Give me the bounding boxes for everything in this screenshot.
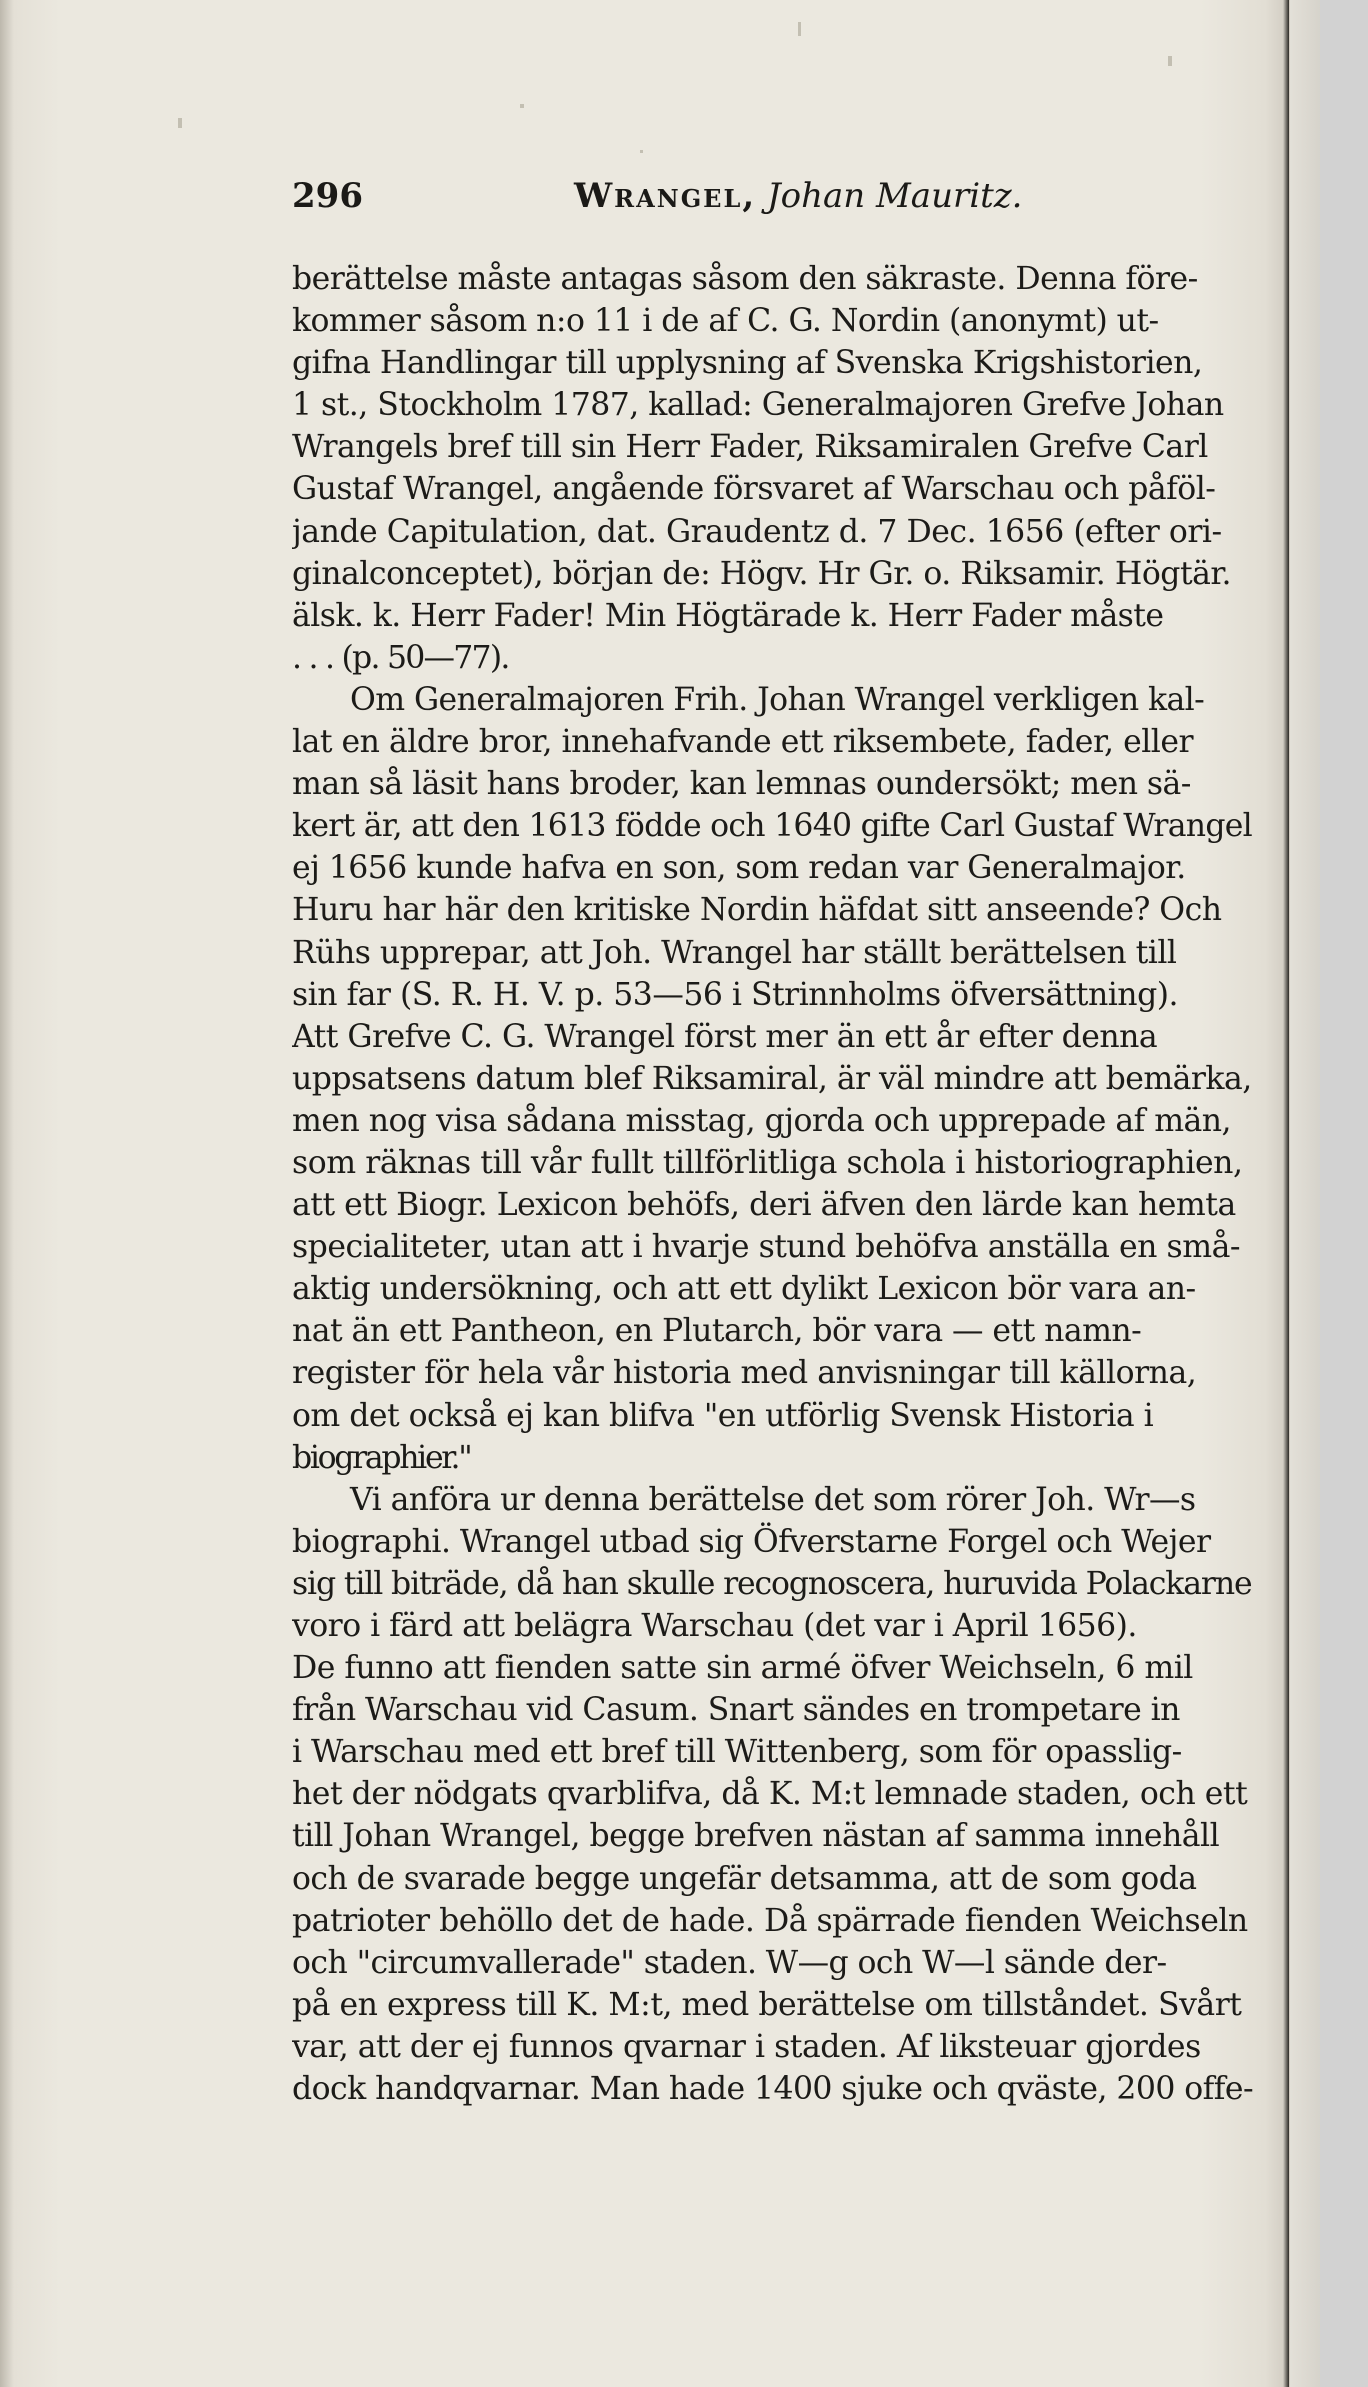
text-line: gifna Handlingar till upplysning af Svenska Krigshistorien,: [292, 345, 1203, 382]
scan-margin: [1290, 0, 1368, 2387]
text-line: att ett Biogr. Lexicon behöfs, deri äfven den lärde kan hemta: [292, 1187, 1236, 1224]
running-title-surname: Wrangel,: [574, 176, 757, 216]
text-line: nat än ett Pantheon, en Plutarch, bör vara — ett namn-: [292, 1313, 1142, 1350]
text-line: lat en äldre bror, innehafvande ett riksembete, fader, eller: [292, 724, 1194, 761]
running-head: [292, 176, 1072, 220]
running-title: [574, 176, 1022, 216]
text-line: voro i färd att belägra Warschau (det var i April 1656).: [292, 1608, 1137, 1644]
text-line: biographi. Wrangel utbad sig Öfverstarne Forgel och Wejer: [292, 1523, 1211, 1560]
text-line: het der nödgats qvarblifva, då K. M:t lemnade staden, och ett: [292, 1776, 1248, 1813]
text-line: ginalconceptet), början de: Högv. Hr Gr. o. Riksamir. Högtär.: [292, 555, 1232, 592]
text-line: ej 1656 kunde hafva en son, som redan var Generalmajor.: [292, 850, 1186, 887]
text-line: kert är, att den 1613 födde och 1640 gifte Carl Gustaf Wrangel: [292, 808, 1252, 845]
scan-speck: [1168, 56, 1172, 66]
text-line: specialiteter, utan att i hvarje stund behöfva anställa en små-: [292, 1229, 1241, 1266]
page-edge-shadow: [1283, 0, 1289, 2387]
running-title-given-names: Johan Mauritz.: [767, 176, 1023, 216]
scan-speck: [178, 118, 182, 128]
text-line: var, att der ej funnos qvarnar i staden. Af liksteuar gjordes: [292, 2028, 1201, 2065]
scan-speck: [520, 104, 524, 108]
scan-speck: [798, 22, 801, 36]
page-number: 296: [292, 176, 363, 216]
text-line: i Warschau med ett bref till Wittenberg, som för opasslig-: [292, 1734, 1182, 1771]
text-line: som räknas till vår fullt tillförlitliga schola i historiographien,: [292, 1144, 1243, 1181]
text-line: . . . (p. 50—77).: [292, 639, 509, 676]
text-line: men nog visa sådana misstag, gjorda och upprepade af män,: [292, 1102, 1232, 1139]
text-line: man så läsit hans broder, kan lemnas oundersökt; men sä-: [292, 766, 1191, 803]
text-line: sig till biträde, då han skulle recognoscera, huruvida Polackarne: [292, 1565, 1252, 1602]
text-line: och "circumvallerade" staden. W—g och W—l sände der-: [292, 1944, 1167, 1981]
text-line: om det också ej kan blifva "en utförlig Svensk Historia i: [292, 1397, 1154, 1434]
text-line: patrioter behöllo det de hade. Då spärrade fienden Weichseln: [292, 1902, 1248, 1939]
adjacent-page-edge: [1290, 0, 1320, 2387]
text-line: uppsatsens datum blef Riksamiral, är väl mindre att bemärka,: [292, 1060, 1252, 1097]
text-line: dock handqvarnar. Man hade 1400 sjuke och qväste, 200 offe-: [292, 2071, 1254, 2108]
text-line: biographier.": [292, 1439, 471, 1476]
text-line: Vi anföra ur denna berättelse det som rörer Joh. Wr—s: [350, 1481, 1196, 1518]
text-line: Rühs upprepar, att Joh. Wrangel har ställt berättelsen till: [292, 934, 1177, 971]
text-line: kommer såsom n:o 11 i de af C. G. Nordin (anonymt) ut-: [292, 303, 1159, 340]
text-line: Wrangels bref till sin Herr Fader, Riksamiralen Grefve Carl: [292, 429, 1208, 466]
text-line: älsk. k. Herr Fader! Min Högtärade k. Herr Fader måste: [292, 597, 1164, 634]
text-line: Om Generalmajoren Frih. Johan Wrangel verkligen kal-: [350, 681, 1205, 718]
body-text: [292, 258, 1282, 2110]
text-line: 1 st., Stockholm 1787, kallad: Generalmajoren Grefve Johan: [292, 387, 1224, 424]
text-line: och de svarade begge ungefär detsamma, att de som goda: [292, 1860, 1197, 1897]
text-line: Att Grefve C. G. Wrangel först mer än ett år efter denna: [292, 1018, 1158, 1055]
text-line: på en express till K. M:t, med berättelse om tillståndet. Svårt: [292, 1986, 1242, 2023]
text-line: register för hela vår historia med anvisningar till källorna,: [292, 1355, 1197, 1392]
text-line: från Warschau vid Casum. Snart sändes en trompetare in: [292, 1692, 1180, 1729]
text-line: jande Capitulation, dat. Graudentz d. 7 Dec. 1656 (efter ori-: [292, 513, 1222, 550]
text-line: Huru har här den kritiske Nordin häfdat sitt anseende? Och: [292, 892, 1222, 929]
text-line: Gustaf Wrangel, angående försvaret af Warschau och påföl-: [292, 471, 1216, 508]
text-line: till Johan Wrangel, begge brefven nästan af samma innehåll: [292, 1818, 1220, 1855]
text-line: sin far (S. R. H. V. p. 53—56 i Strinnholms öfversättning).: [292, 976, 1179, 1013]
scan-speck: [640, 150, 643, 153]
text-line: berättelse måste antagas såsom den säkraste. Denna före-: [292, 261, 1198, 297]
text-line: De funno att fienden satte sin armé öfver Weichseln, 6 mil: [292, 1650, 1193, 1687]
text-line: aktig undersökning, och att ett dylikt Lexicon bör vara an-: [292, 1271, 1196, 1308]
